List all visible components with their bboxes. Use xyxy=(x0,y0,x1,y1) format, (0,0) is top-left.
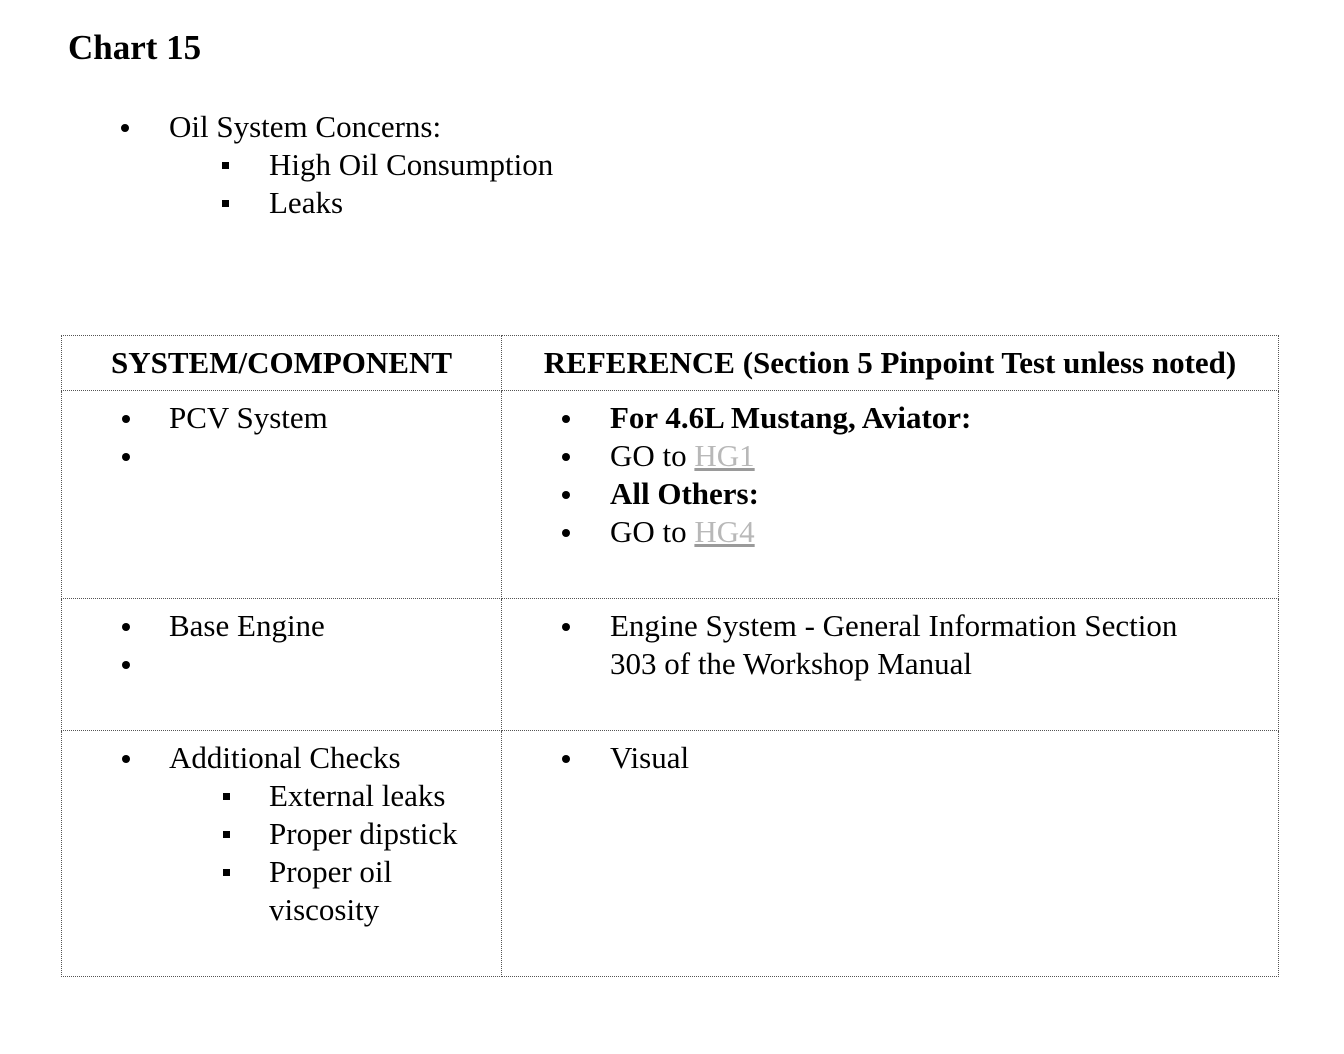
list-item xyxy=(62,853,501,891)
system-name: PCV System xyxy=(169,400,328,435)
list-item xyxy=(502,607,1278,645)
list-item xyxy=(62,607,501,645)
concerns-list xyxy=(0,108,800,222)
check-item: Proper oil xyxy=(269,854,393,889)
reference-text: 303 of the Workshop Manual xyxy=(610,646,972,681)
list-item xyxy=(502,475,1278,513)
header-system-component: SYSTEM/COMPONENT xyxy=(62,336,502,391)
reference-cell xyxy=(502,731,1279,977)
system-cell xyxy=(62,731,502,977)
table-row xyxy=(62,731,1279,977)
square-bullet-icon xyxy=(223,869,230,876)
list-item xyxy=(0,146,800,184)
concern-item: High Oil Consumption xyxy=(269,147,554,182)
header-reference: REFERENCE (Section 5 Pinpoint Test unless noted) xyxy=(502,336,1279,391)
hg1-link[interactable]: HG1 xyxy=(694,438,755,473)
page-title: Chart 15 xyxy=(68,28,202,67)
list-item xyxy=(62,815,501,853)
list-item xyxy=(502,513,1278,551)
square-bullet-icon xyxy=(222,200,229,207)
bullet-icon xyxy=(562,529,570,537)
bullet-icon xyxy=(122,661,130,669)
system-cell xyxy=(62,599,502,731)
reference-heading: All Others: xyxy=(610,476,759,511)
check-item: External leaks xyxy=(269,778,446,813)
list-item xyxy=(0,184,800,222)
reference-cell xyxy=(502,599,1279,731)
check-item: Proper dipstick xyxy=(269,816,458,851)
diagnostic-table xyxy=(61,335,1279,977)
system-name: Base Engine xyxy=(169,608,325,643)
reference-text xyxy=(610,437,755,475)
reference-heading: For 4.6L Mustang, Aviator: xyxy=(610,400,972,435)
concerns-heading: Oil System Concerns: xyxy=(169,109,442,144)
check-item: viscosity xyxy=(269,892,380,927)
hg4-link[interactable]: HG4 xyxy=(694,514,755,549)
bullet-icon xyxy=(562,623,570,631)
bullet-icon xyxy=(122,755,130,763)
list-item xyxy=(62,437,501,475)
bullet-icon xyxy=(562,491,570,499)
bullet-icon xyxy=(562,415,570,423)
goto-label: GO to xyxy=(610,438,695,473)
bullet-icon xyxy=(122,623,130,631)
reference-text: Visual xyxy=(610,740,690,775)
list-item xyxy=(502,437,1278,475)
list-item xyxy=(62,399,501,437)
bullet-icon xyxy=(122,453,130,461)
bullet-icon xyxy=(562,755,570,763)
bullet-icon xyxy=(121,124,129,132)
list-item xyxy=(0,108,800,146)
reference-text xyxy=(610,513,755,551)
list-item-continuation xyxy=(502,645,1278,683)
square-bullet-icon xyxy=(223,793,230,800)
list-item xyxy=(502,739,1278,777)
reference-text: Engine System - General Information Section xyxy=(610,608,1178,643)
concern-item: Leaks xyxy=(269,185,344,220)
reference-cell xyxy=(502,391,1279,599)
table-row xyxy=(62,391,1279,599)
list-item xyxy=(502,399,1278,437)
list-item xyxy=(62,739,501,777)
goto-label: GO to xyxy=(610,514,695,549)
bullet-icon xyxy=(122,415,130,423)
square-bullet-icon xyxy=(222,162,229,169)
list-item xyxy=(62,645,501,683)
table-header-row xyxy=(62,336,1279,391)
system-cell xyxy=(62,391,502,599)
list-item xyxy=(62,777,501,815)
bullet-icon xyxy=(562,453,570,461)
system-name: Additional Checks xyxy=(169,740,401,775)
square-bullet-icon xyxy=(223,831,230,838)
table-row xyxy=(62,599,1279,731)
list-item-continuation xyxy=(62,891,501,929)
